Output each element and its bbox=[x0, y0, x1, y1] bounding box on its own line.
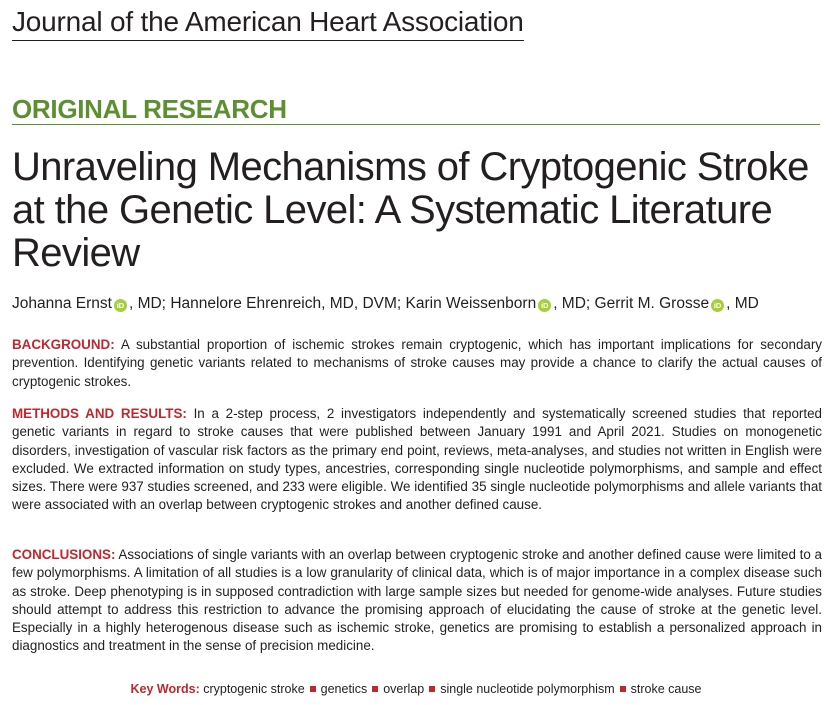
author-name: Gerrit M. Grosse bbox=[594, 295, 710, 312]
keyword-item[interactable]: single nucleotide polymorphism bbox=[440, 682, 615, 696]
keyword-item[interactable]: cryptogenic stroke bbox=[203, 682, 305, 696]
square-bullet-icon bbox=[372, 686, 378, 692]
conclusions-text: Associations of single variants with an overlap between cryptogenic stroke and another defined cause were limited to a few polymorphisms. A limitation of all studies is a low granularity of clinical data, which is of major importance in a complex disease such as stroke. Deep phenotyping is in supposed contradiction with large sample sizes but needed for genome-wide analyses. Future studies should attempt to address this restriction to advance the promising approach of elucidating the cause of stroke at the genetic level. Especially in a highly heterogenous disease such as ischemic stroke, genetics are promising to establish a personalized approach in diagnostics and treatment in the sense of precision medicine. bbox=[12, 547, 822, 654]
section-divider bbox=[12, 124, 820, 125]
author-name: Hannelore Ehrenreich bbox=[170, 295, 322, 312]
orcid-icon[interactable]: iD bbox=[711, 299, 724, 312]
keywords-label: Key Words: bbox=[130, 682, 200, 696]
keyword-item[interactable]: overlap bbox=[383, 682, 425, 696]
author-degree: , MD; bbox=[128, 295, 166, 312]
keyword-item[interactable]: stroke cause bbox=[630, 682, 702, 696]
square-bullet-icon bbox=[310, 686, 316, 692]
section-label: ORIGINAL RESEARCH bbox=[12, 94, 287, 124]
conclusions-heading: CONCLUSIONS: bbox=[12, 547, 116, 562]
keywords bbox=[0, 680, 832, 698]
author-list bbox=[12, 294, 820, 314]
background-text: A substantial proportion of ischemic strokes remain cryptogenic, which has important implications for secondary prevention. Identifying genetic variants related to mechanisms of stroke causes may provide a chance to clarify the actual causes of cryptogenic strokes. bbox=[12, 337, 823, 389]
background-heading: BACKGROUND: bbox=[12, 337, 115, 352]
square-bullet-icon bbox=[429, 686, 435, 692]
square-bullet-icon bbox=[620, 686, 626, 692]
methods-results-text: In a 2-step process, 2 investigators independently and systematically screened studies that reported genetic variants in regard to stroke causes that were published between January 1991 and April 2021. Studies on monogenetic disorders, investigation of vascular risk factors as the primary end point, reviews, meta-analyses, and studies not written in English were excluded. We extracted information on study types, ancestries, corresponding single nucleotide polymorphisms, and sample and effect sizes. There were 937 studies screened, and 233 were eligible. We identified 35 single nucleotide polymorphisms and allele variants that were associated with an overlap between cryptogenic strokes and another defined cause. bbox=[12, 406, 822, 513]
author-degree: , MD, DVM; bbox=[321, 295, 402, 312]
abstract-methods-results bbox=[12, 405, 822, 515]
methods-results-heading: METHODS AND RESULTS: bbox=[12, 406, 187, 421]
author-name: Karin Weissenborn bbox=[405, 295, 537, 312]
orcid-icon[interactable]: iD bbox=[538, 299, 551, 312]
abstract-conclusions bbox=[12, 546, 822, 656]
author-degree: , MD; bbox=[553, 295, 591, 312]
orcid-icon[interactable]: iD bbox=[114, 299, 127, 312]
author-degree: , MD bbox=[726, 295, 759, 312]
article-title: Unraveling Mechanisms of Cryptogenic Stroke at the Genetic Level: A Systematic Literature Review bbox=[12, 145, 809, 275]
journal-title: Journal of the American Heart Association bbox=[12, 4, 524, 41]
abstract-background bbox=[12, 336, 822, 391]
keyword-item[interactable]: genetics bbox=[320, 682, 368, 696]
author-name: Johanna Ernst bbox=[12, 295, 112, 312]
